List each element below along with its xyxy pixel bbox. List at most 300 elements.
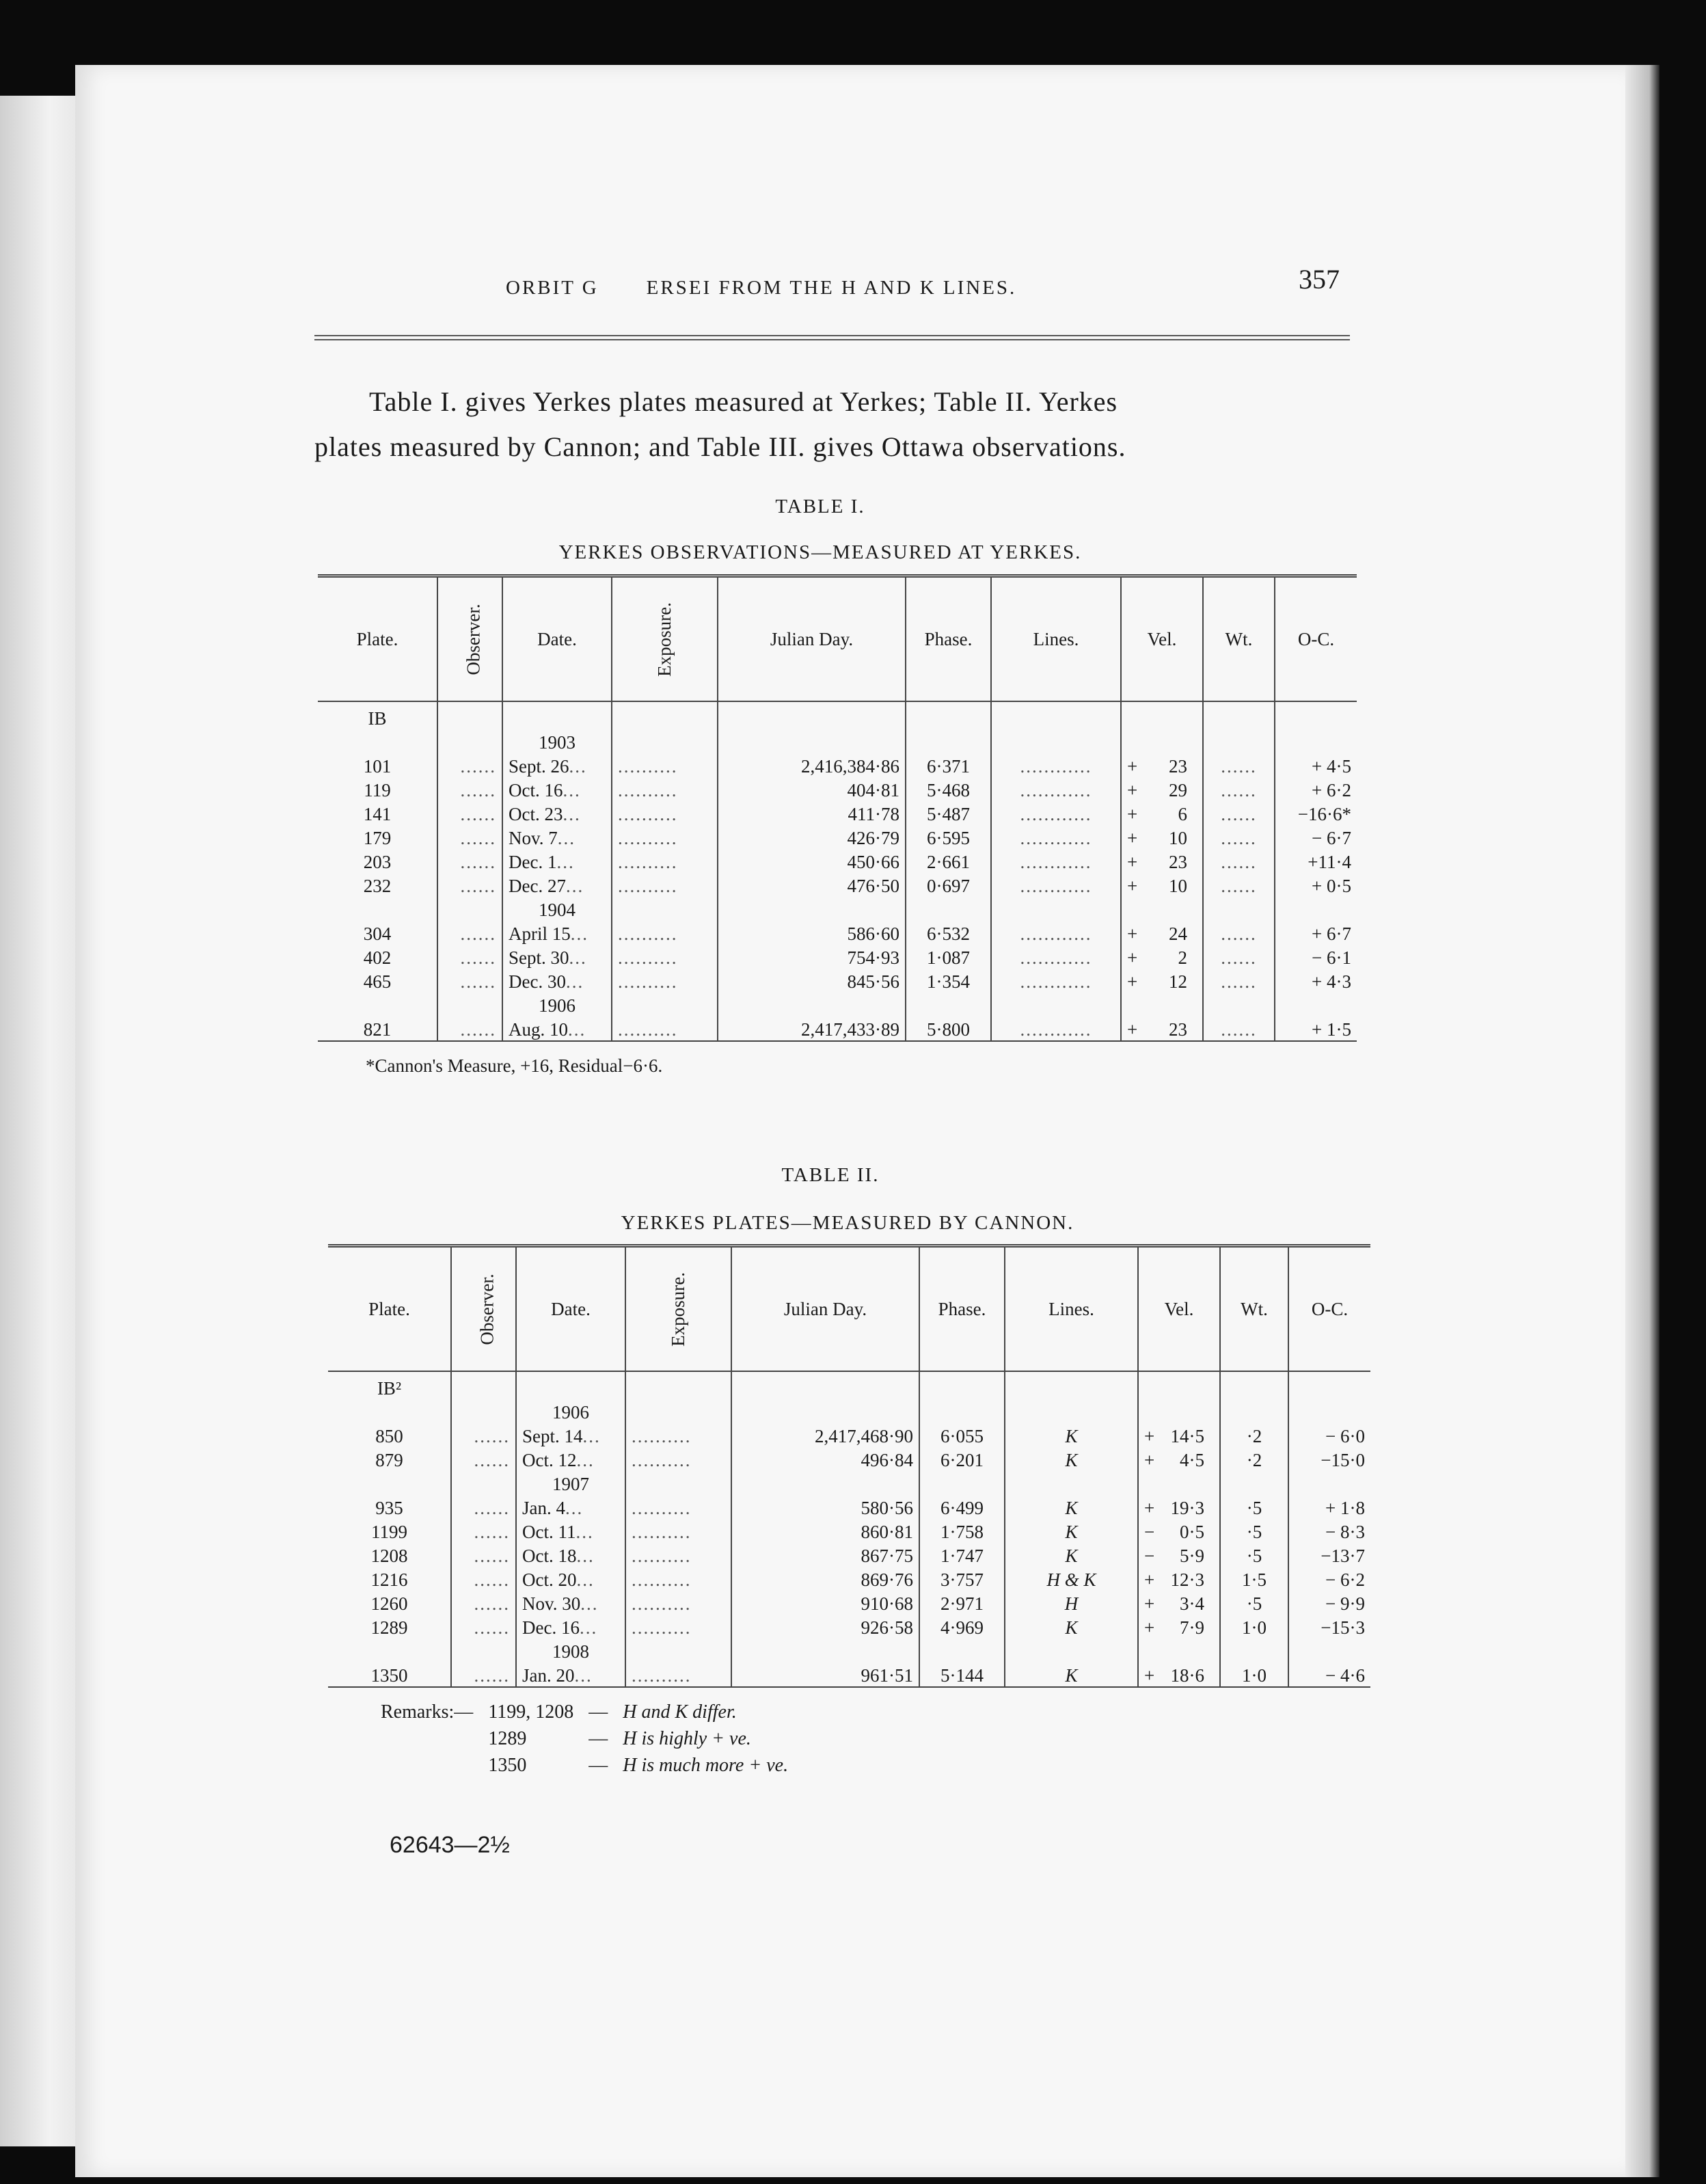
empty-cell xyxy=(1220,1471,1288,1495)
lines-cell: ............ xyxy=(991,849,1121,873)
empty-cell xyxy=(625,1639,731,1662)
observer-cell: ...... xyxy=(437,945,502,969)
vel-cell xyxy=(1121,873,1203,897)
table-row xyxy=(318,969,1357,993)
plate-cell: 304 xyxy=(318,921,437,945)
vel-cell xyxy=(1138,1495,1220,1519)
empty-cell xyxy=(625,1471,731,1495)
wt-cell: ...... xyxy=(1203,825,1275,849)
observer-cell: ...... xyxy=(451,1615,516,1639)
empty-cell xyxy=(502,701,612,729)
col-vel: Vel. xyxy=(1121,576,1203,702)
empty-cell xyxy=(328,1639,451,1662)
empty-cell xyxy=(1005,1371,1138,1399)
header-rule xyxy=(314,335,1350,340)
empty-cell xyxy=(1203,993,1275,1016)
lines-cell: H xyxy=(1005,1591,1138,1615)
vel-sign: + xyxy=(1144,1498,1155,1518)
wt-cell: ...... xyxy=(1203,921,1275,945)
col-observer-label: Observer. xyxy=(463,603,484,675)
plate-cell: 850 xyxy=(328,1423,451,1447)
empty-cell xyxy=(919,1399,1005,1423)
date-text: April 15 xyxy=(509,924,571,944)
table1-header-row xyxy=(318,576,1357,702)
plate-cell: 232 xyxy=(318,873,437,897)
table1-caption: YERKES OBSERVATIONS—MEASURED AT YERKES. xyxy=(558,541,1082,563)
empty-cell xyxy=(451,1399,516,1423)
exposure-cell: .......... xyxy=(625,1519,731,1543)
vel-cell xyxy=(1138,1591,1220,1615)
exposure-cell: .......... xyxy=(612,873,718,897)
leader-dots: ... xyxy=(574,1665,593,1686)
date-text: Oct. 23 xyxy=(509,804,563,824)
oc-cell: −15·0 xyxy=(1321,1450,1365,1470)
lines-cell: K xyxy=(1005,1423,1138,1447)
exposure-cell: .......... xyxy=(625,1495,731,1519)
leader-dots: ... xyxy=(576,1522,594,1542)
vel-cell xyxy=(1138,1662,1220,1687)
empty-cell xyxy=(991,993,1121,1016)
remark-text: H is much more + ve. xyxy=(623,1755,789,1776)
date-cell xyxy=(516,1543,625,1567)
empty-cell xyxy=(1203,701,1275,729)
empty-cell xyxy=(991,729,1121,753)
date-cell xyxy=(502,921,612,945)
lines-cell: ............ xyxy=(991,1016,1121,1041)
remark-text: H and K differ. xyxy=(623,1701,737,1723)
oc-cell: + 4·5 xyxy=(1312,756,1351,777)
empty-cell xyxy=(1121,729,1203,753)
julian-day-cell: 476·50 xyxy=(718,873,906,897)
leader-dots: ... xyxy=(565,971,584,992)
date-text: Aug. 10 xyxy=(509,1019,568,1040)
date-cell xyxy=(502,753,612,777)
phase-cell: 0·697 xyxy=(906,873,991,897)
observer-cell: ...... xyxy=(437,969,502,993)
wt-cell: 1·0 xyxy=(1220,1615,1288,1639)
julian-day-cell: 496·84 xyxy=(731,1447,919,1471)
date-text: Sept. 26 xyxy=(509,756,569,777)
empty-cell xyxy=(318,897,437,921)
oc-cell: + 6·7 xyxy=(1312,924,1351,944)
wt-cell: ·2 xyxy=(1220,1423,1288,1447)
vel-value: 6 xyxy=(1178,804,1187,824)
table-row xyxy=(318,849,1357,873)
page-number: 357 xyxy=(1299,264,1340,295)
phase-cell: 2·971 xyxy=(919,1591,1005,1615)
empty-cell xyxy=(919,1471,1005,1495)
plate-cell: 119 xyxy=(318,777,437,801)
date-text: Jan. 4 xyxy=(522,1498,565,1518)
lines-cell: K xyxy=(1005,1662,1138,1687)
leader-dots: ... xyxy=(576,1569,595,1590)
date-cell xyxy=(516,1447,625,1471)
wt-cell: ·5 xyxy=(1220,1519,1288,1543)
exposure-cell: .......... xyxy=(612,921,718,945)
table-row xyxy=(318,825,1357,849)
empty-cell xyxy=(1220,1371,1288,1399)
col-date: Date. xyxy=(502,576,612,702)
vel-cell xyxy=(1121,753,1203,777)
julian-day-cell: 926·58 xyxy=(731,1615,919,1639)
plate-cell: 402 xyxy=(318,945,437,969)
table-row xyxy=(328,1615,1370,1639)
observer-cell: ...... xyxy=(437,1016,502,1041)
exposure-cell: .......... xyxy=(625,1423,731,1447)
plate-cell: 203 xyxy=(318,849,437,873)
remark-plates: 1289 xyxy=(488,1728,527,1749)
julian-day-cell: 754·93 xyxy=(718,945,906,969)
vel-cell xyxy=(1138,1543,1220,1567)
vel-cell xyxy=(1138,1423,1220,1447)
plate-cell: 141 xyxy=(318,801,437,825)
year-row xyxy=(318,729,1357,753)
oc-cell: − 6·2 xyxy=(1325,1569,1365,1590)
vel-sign: − xyxy=(1144,1546,1155,1566)
vel-sign: + xyxy=(1127,756,1138,777)
empty-cell xyxy=(1220,1399,1288,1423)
empty-cell xyxy=(919,1371,1005,1399)
empty-cell xyxy=(906,729,991,753)
leader-dots: ... xyxy=(565,876,584,896)
empty-cell xyxy=(718,897,906,921)
empty-cell xyxy=(437,897,502,921)
date-cell xyxy=(516,1615,625,1639)
oc-cell: + 6·2 xyxy=(1312,780,1351,800)
remarks-title: Remarks:— xyxy=(381,1701,474,1723)
phase-cell: 1·087 xyxy=(906,945,991,969)
remark-text: H is highly + ve. xyxy=(623,1728,751,1749)
empty-cell xyxy=(328,1471,451,1495)
table-row xyxy=(328,1543,1370,1567)
phase-cell: 4·969 xyxy=(919,1615,1005,1639)
vel-sign: + xyxy=(1127,971,1138,992)
remark-row xyxy=(381,1699,802,1725)
phase-cell: 6·532 xyxy=(906,921,991,945)
vel-value: 0·5 xyxy=(1180,1522,1204,1542)
lines-cell: K xyxy=(1005,1615,1138,1639)
oc-cell: + 1·5 xyxy=(1275,1016,1357,1041)
julian-day-cell: 586·60 xyxy=(718,921,906,945)
empty-cell xyxy=(1275,701,1357,729)
leader-dots: ... xyxy=(580,1593,599,1614)
col-observer xyxy=(437,576,502,702)
empty-cell xyxy=(516,1371,625,1399)
empty-cell xyxy=(731,1399,919,1423)
year-cell: 1906 xyxy=(516,1399,625,1423)
date-text: Jan. 20 xyxy=(522,1665,575,1686)
observer-cell: ...... xyxy=(437,825,502,849)
table-row xyxy=(318,921,1357,945)
year-cell: 1904 xyxy=(502,897,612,921)
wt-cell: ·2 xyxy=(1220,1447,1288,1471)
lines-cell: K xyxy=(1005,1495,1138,1519)
vel-value: 29 xyxy=(1169,780,1187,800)
year-cell: 1908 xyxy=(516,1639,625,1662)
vel-cell xyxy=(1121,921,1203,945)
plate-cell: 1208 xyxy=(328,1543,451,1567)
empty-cell xyxy=(1121,897,1203,921)
phase-cell: 6·201 xyxy=(919,1447,1005,1471)
date-cell xyxy=(516,1519,625,1543)
vel-value: 3·4 xyxy=(1180,1593,1204,1614)
wt-cell: ...... xyxy=(1203,753,1275,777)
empty-cell xyxy=(1121,993,1203,1016)
empty-cell xyxy=(318,993,437,1016)
year-cell: 1903 xyxy=(502,729,612,753)
empty-cell xyxy=(451,1371,516,1399)
vel-cell xyxy=(1138,1567,1220,1591)
observer-cell: ...... xyxy=(451,1447,516,1471)
empty-cell xyxy=(1288,1471,1370,1495)
wt-cell: ·5 xyxy=(1220,1495,1288,1519)
vel-sign: + xyxy=(1127,852,1138,872)
table-row xyxy=(318,801,1357,825)
phase-cell: 5·144 xyxy=(919,1662,1005,1687)
table1-footnote: *Cannon's Measure, +16, Residual−6·6. xyxy=(366,1055,663,1076)
observer-cell: ...... xyxy=(437,921,502,945)
lines-cell: ............ xyxy=(991,801,1121,825)
empty-cell xyxy=(991,897,1121,921)
leader-dots: ... xyxy=(565,1498,584,1518)
oc-cell: −15·3 xyxy=(1321,1617,1365,1638)
empty-cell xyxy=(906,993,991,1016)
col-exposure xyxy=(625,1246,731,1372)
page-fore-edge xyxy=(1625,65,1660,2177)
wt-cell: 1·5 xyxy=(1220,1567,1288,1591)
table-row xyxy=(318,753,1357,777)
date-cell xyxy=(502,1016,612,1041)
vel-value: 23 xyxy=(1169,1019,1187,1040)
vel-value: 5·9 xyxy=(1180,1546,1204,1566)
leader-dots: ... xyxy=(569,756,587,777)
exposure-cell: .......... xyxy=(625,1567,731,1591)
oc-cell: − 4·6 xyxy=(1288,1662,1370,1687)
plate-series-cell: IB² xyxy=(328,1371,451,1399)
vel-sign: + xyxy=(1127,924,1138,944)
julian-day-cell: 2,417,468·90 xyxy=(731,1423,919,1447)
oc-cell: − 6·0 xyxy=(1325,1426,1365,1446)
julian-day-cell: 2,417,433·89 xyxy=(718,1016,906,1041)
leader-dots: ... xyxy=(579,1617,598,1638)
date-cell xyxy=(502,777,612,801)
phase-cell: 5·800 xyxy=(906,1016,991,1041)
printer-plate-mark: 62643—2½ xyxy=(390,1832,510,1858)
exposure-cell: .......... xyxy=(625,1591,731,1615)
vel-value: 23 xyxy=(1169,852,1187,872)
plate-series-cell: IB xyxy=(318,701,437,729)
table2-header-row xyxy=(328,1246,1370,1372)
julian-day-cell: 2,416,384·86 xyxy=(718,753,906,777)
table1-label: TABLE I. xyxy=(775,496,865,517)
plate-cell: 1260 xyxy=(328,1591,451,1615)
vel-cell xyxy=(1138,1447,1220,1471)
vel-value: 7·9 xyxy=(1180,1617,1204,1638)
col-lines: Lines. xyxy=(1005,1246,1138,1372)
table-row xyxy=(318,873,1357,897)
vel-sign: + xyxy=(1144,1617,1155,1638)
date-text: Oct. 20 xyxy=(522,1569,577,1590)
wt-cell: ...... xyxy=(1203,945,1275,969)
plate-cell: 465 xyxy=(318,969,437,993)
col-phase: Phase. xyxy=(906,576,991,702)
col-wt: Wt. xyxy=(1220,1246,1288,1372)
observer-cell: ...... xyxy=(451,1591,516,1615)
lines-cell: K xyxy=(1005,1519,1138,1543)
date-text: Oct. 18 xyxy=(522,1546,577,1566)
empty-cell xyxy=(1288,1399,1370,1423)
table2 xyxy=(328,1244,1370,1688)
observer-cell: ...... xyxy=(437,873,502,897)
exposure-cell: .......... xyxy=(612,1016,718,1041)
year-row xyxy=(328,1471,1370,1495)
empty-cell xyxy=(1220,1639,1288,1662)
leader-dots: ... xyxy=(557,828,576,848)
empty-cell xyxy=(1203,897,1275,921)
col-phase: Phase. xyxy=(919,1246,1005,1372)
wt-cell: ...... xyxy=(1203,1016,1275,1041)
table-row xyxy=(328,1423,1370,1447)
leader-dots: ... xyxy=(563,780,581,800)
exposure-cell: .......... xyxy=(612,969,718,993)
table-row xyxy=(328,1567,1370,1591)
empty-cell xyxy=(612,993,718,1016)
empty-cell xyxy=(919,1639,1005,1662)
empty-cell xyxy=(1275,993,1357,1016)
leader-dots: ... xyxy=(568,1019,586,1040)
empty-cell xyxy=(612,729,718,753)
intro-line-1: Table I. gives Yerkes plates measured at Yerkes; Table II. Yerkes xyxy=(369,386,1118,417)
phase-cell: 5·487 xyxy=(906,801,991,825)
table-row xyxy=(328,1519,1370,1543)
date-cell xyxy=(516,1591,625,1615)
date-text: Nov. 7 xyxy=(509,828,558,848)
oc-cell: − 8·3 xyxy=(1325,1522,1365,1542)
running-head-right: ERSEI FROM THE H AND K LINES. xyxy=(646,277,1017,299)
lines-cell: ............ xyxy=(991,777,1121,801)
observer-cell: ...... xyxy=(451,1495,516,1519)
empty-cell xyxy=(718,729,906,753)
date-text: Sept. 14 xyxy=(522,1426,583,1446)
empty-cell xyxy=(1275,729,1357,753)
phase-cell: 6·595 xyxy=(906,825,991,849)
vel-sign: + xyxy=(1127,780,1138,800)
empty-cell xyxy=(451,1471,516,1495)
leader-dots: ... xyxy=(569,947,587,968)
leader-dots: ... xyxy=(556,852,575,872)
col-vel: Vel. xyxy=(1138,1246,1220,1372)
lines-cell: ............ xyxy=(991,753,1121,777)
vel-cell xyxy=(1121,969,1203,993)
vel-value: 19·3 xyxy=(1170,1498,1204,1518)
vel-value: 10 xyxy=(1169,876,1187,896)
leader-dots: ... xyxy=(563,804,581,824)
wt-cell: ·5 xyxy=(1220,1591,1288,1615)
empty-cell xyxy=(1005,1471,1138,1495)
vel-sign: + xyxy=(1127,828,1138,848)
empty-cell xyxy=(1288,1371,1370,1399)
exposure-cell: .......... xyxy=(625,1662,731,1687)
phase-cell: 6·371 xyxy=(906,753,991,777)
vel-cell xyxy=(1138,1615,1220,1639)
date-text: Oct. 16 xyxy=(509,780,563,800)
table2-caption: YERKES PLATES—MEASURED BY CANNON. xyxy=(621,1212,1074,1234)
lines-cell: K xyxy=(1005,1543,1138,1567)
exposure-cell: .......... xyxy=(612,825,718,849)
year-row xyxy=(318,897,1357,921)
observer-cell: ...... xyxy=(451,1423,516,1447)
empty-cell xyxy=(625,1371,731,1399)
oc-cell: + 1·8 xyxy=(1325,1498,1365,1518)
wt-cell: 1·0 xyxy=(1220,1662,1288,1687)
julian-day-cell: 869·76 xyxy=(731,1567,919,1591)
julian-day-cell: 450·66 xyxy=(718,849,906,873)
julian-day-cell: 411·78 xyxy=(718,801,906,825)
vel-sign: + xyxy=(1144,1426,1155,1446)
julian-day-cell: 867·75 xyxy=(731,1543,919,1567)
julian-day-cell: 961·51 xyxy=(731,1662,919,1687)
remark-dash: — xyxy=(588,1755,608,1776)
exposure-cell: .......... xyxy=(625,1615,731,1639)
empty-cell xyxy=(1203,729,1275,753)
year-row xyxy=(328,1639,1370,1662)
date-cell xyxy=(516,1567,625,1591)
vel-sign: − xyxy=(1144,1522,1155,1542)
julian-day-cell: 860·81 xyxy=(731,1519,919,1543)
remark-row xyxy=(381,1753,802,1778)
date-cell xyxy=(502,849,612,873)
date-cell xyxy=(502,969,612,993)
empty-cell xyxy=(1275,897,1357,921)
date-cell xyxy=(502,945,612,969)
observer-cell: ...... xyxy=(451,1519,516,1543)
vel-sign: + xyxy=(1127,1019,1138,1040)
table1 xyxy=(318,574,1357,1042)
col-oc: O-C. xyxy=(1311,1298,1349,1319)
exposure-cell: .......... xyxy=(612,801,718,825)
col-lines: Lines. xyxy=(991,576,1121,702)
table-spacer-row xyxy=(318,701,1357,729)
empty-cell xyxy=(1138,1399,1220,1423)
empty-cell xyxy=(906,701,991,729)
col-plate: Plate. xyxy=(328,1246,451,1372)
vel-value: 23 xyxy=(1169,756,1187,777)
date-text: Sept. 30 xyxy=(509,947,569,968)
empty-cell xyxy=(612,701,718,729)
leader-dots: ... xyxy=(582,1426,601,1446)
julian-day-cell: 580·56 xyxy=(731,1495,919,1519)
col-oc: O-C. xyxy=(1297,628,1335,649)
empty-cell xyxy=(906,897,991,921)
lines-cell: ............ xyxy=(991,825,1121,849)
lines-cell: ............ xyxy=(991,945,1121,969)
empty-cell xyxy=(437,701,502,729)
vel-cell xyxy=(1121,945,1203,969)
oc-cell: +11·4 xyxy=(1308,852,1351,872)
empty-cell xyxy=(1288,1639,1370,1662)
remark-plates: 1350 xyxy=(488,1755,527,1776)
plate-cell: 1289 xyxy=(328,1615,451,1639)
running-head-left: ORBIT G xyxy=(506,277,599,299)
date-text: Dec. 16 xyxy=(522,1617,580,1638)
date-text: Dec. 30 xyxy=(509,971,566,992)
empty-cell xyxy=(437,993,502,1016)
empty-cell xyxy=(318,729,437,753)
date-cell xyxy=(502,801,612,825)
vel-cell xyxy=(1121,777,1203,801)
date-text: Oct. 11 xyxy=(522,1522,576,1542)
vel-sign: + xyxy=(1144,1593,1155,1614)
